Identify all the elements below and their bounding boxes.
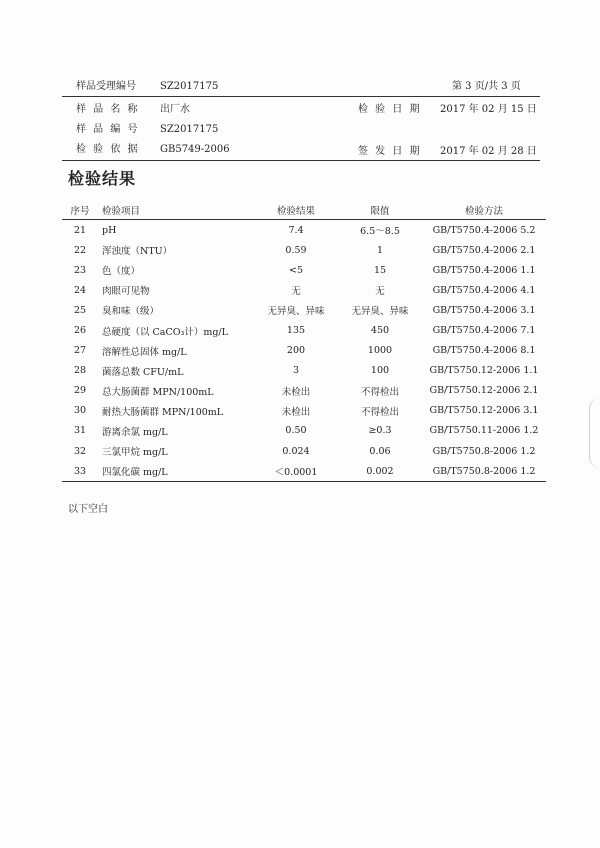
cell-no: 25	[73, 304, 87, 316]
cell-no: 33	[62, 461, 98, 482]
sample-name-label: 样 品 名 称	[76, 104, 140, 115]
cell-limit: ≥0.3	[368, 425, 392, 437]
col-header-item: 检验项目	[98, 201, 254, 220]
table-row	[62, 260, 546, 280]
seal-stamp-edge	[589, 398, 600, 468]
cell-no: 32	[73, 445, 87, 457]
cell-method: GB/T5750.4-2006 7.1	[432, 325, 536, 337]
cell-result: 200	[286, 345, 306, 357]
report-no-label: 样品受理编号	[76, 81, 136, 92]
col-header-no: 序号	[62, 201, 98, 220]
sample-name-value: 出厂水	[160, 104, 190, 115]
cell-no: 31	[73, 425, 87, 437]
table-row	[62, 240, 546, 260]
header-rule	[62, 96, 540, 97]
cell-limit: 1000	[367, 345, 393, 357]
table-row	[62, 220, 546, 241]
cell-no: 21	[73, 224, 87, 236]
col-header-result: 检验结果	[254, 201, 338, 220]
header-bottom-rule	[62, 160, 540, 161]
cell-limit: 15	[373, 264, 387, 276]
cell-limit: 无	[375, 286, 385, 298]
table-row	[62, 300, 546, 320]
cell-item: 总大肠菌群 MPN/100mL	[102, 386, 214, 398]
cell-result: 135	[286, 325, 306, 337]
cell-item: 肉眼可见物	[102, 286, 150, 298]
cell-limit: 0.06	[369, 445, 391, 457]
cell-item: 臭和味（级）	[102, 306, 160, 318]
cell-limit: 1	[376, 244, 384, 256]
cell-result: 0.50	[285, 425, 307, 437]
cell-no: 26	[73, 325, 87, 337]
basis-value: GB5749-2006	[160, 144, 230, 155]
report-no-value: SZ2017175	[160, 81, 219, 92]
cell-item: 溶解性总固体 mg/L	[102, 346, 187, 358]
table-row	[62, 280, 546, 300]
cell-method: GB/T5750.4-2006 2.1	[432, 244, 536, 256]
cell-item: 耐热大肠菌群 MPN/100mL	[102, 406, 224, 418]
col-header-method: 检验方法	[422, 201, 546, 220]
cell-item: pH	[102, 224, 117, 236]
cell-no: 28	[73, 365, 87, 377]
cell-limit: 6.5～8.5	[360, 226, 400, 238]
cell-method: GB/T5750.8-2006 1.2	[432, 445, 536, 457]
cell-limit: 不得检出	[360, 386, 399, 398]
table-row	[62, 401, 546, 421]
cell-item: 总硬度（以 CaCO₃计）mg/L	[102, 326, 228, 338]
cell-item: 游离余氯 mg/L	[102, 426, 168, 438]
cell-no: 29	[73, 385, 87, 397]
cell-method: GB/T5750.8-2006 1.2	[422, 461, 546, 482]
table-row	[62, 441, 546, 461]
cell-limit: 无异臭、异味	[351, 306, 409, 318]
table-row	[62, 421, 546, 441]
cell-no: 22	[73, 244, 87, 256]
cell-item: 色（度）	[102, 266, 141, 278]
cell-method: GB/T5750.11-2006 1.2	[429, 425, 539, 437]
cell-result: 3	[292, 365, 300, 377]
results-table	[62, 201, 546, 482]
cell-method: GB/T5750.4-2006 3.1	[432, 304, 536, 316]
table-row	[62, 461, 546, 482]
cell-limit: 不得检出	[360, 406, 399, 418]
cell-item: 三氯甲烷 mg/L	[102, 447, 168, 459]
cell-result: 无异臭、异味	[267, 306, 325, 318]
cell-method: GB/T5750.4-2006 4.1	[432, 284, 536, 296]
basis-label: 检 验 依 据	[76, 144, 140, 155]
table-row	[62, 320, 546, 340]
cell-result: <5	[288, 264, 303, 276]
cell-result: ＜0.0001	[254, 461, 338, 482]
cell-result: 0.59	[285, 244, 307, 256]
cell-result: 未检出	[281, 386, 311, 398]
cell-limit: 450	[370, 325, 390, 337]
end-of-report-note: 以下空白	[68, 504, 108, 515]
test-date-label: 检 验 日 期	[358, 104, 422, 115]
table-header-row	[62, 201, 546, 220]
cell-no: 27	[73, 345, 87, 357]
sample-no-value: SZ2017175	[160, 124, 219, 135]
cell-method: GB/T5750.4-2006 8.1	[432, 345, 536, 357]
cell-limit: 0.002	[338, 461, 422, 482]
cell-method: GB/T5750.12-2006 3.1	[429, 405, 539, 417]
cell-method: GB/T5750.12-2006 2.1	[429, 385, 539, 397]
cell-result: 0.024	[282, 445, 310, 457]
cell-result: 无	[291, 286, 301, 298]
report-date-value: 2017 年 02 月 28 日	[440, 146, 537, 157]
cell-result: 未检出	[281, 406, 311, 418]
col-header-limit: 限值	[338, 201, 422, 220]
cell-item: 四氯化碳 mg/L	[98, 461, 254, 482]
page-info: 第 3 页/共 3 页	[452, 81, 521, 92]
cell-item: 菌落总数 CFU/mL	[102, 366, 184, 378]
table-row	[62, 361, 546, 381]
test-date-value: 2017 年 02 月 15 日	[440, 104, 537, 115]
section-title: 检验结果	[68, 169, 137, 188]
cell-no: 23	[73, 264, 87, 276]
cell-limit: 100	[370, 365, 390, 377]
report-date-label: 签 发 日 期	[358, 146, 422, 157]
cell-no: 24	[73, 284, 87, 296]
cell-no: 30	[73, 405, 87, 417]
table-row	[62, 381, 546, 401]
table-row	[62, 341, 546, 361]
cell-item: 浑浊度（NTU）	[102, 246, 173, 258]
sample-no-label: 样 品 编 号	[76, 124, 140, 135]
cell-method: GB/T5750.4-2006 1.1	[432, 264, 536, 276]
cell-method: GB/T5750.12-2006 1.1	[429, 365, 539, 377]
cell-method: GB/T5750.4-2006 5.2	[432, 224, 536, 236]
cell-result: 7.4	[288, 224, 304, 236]
